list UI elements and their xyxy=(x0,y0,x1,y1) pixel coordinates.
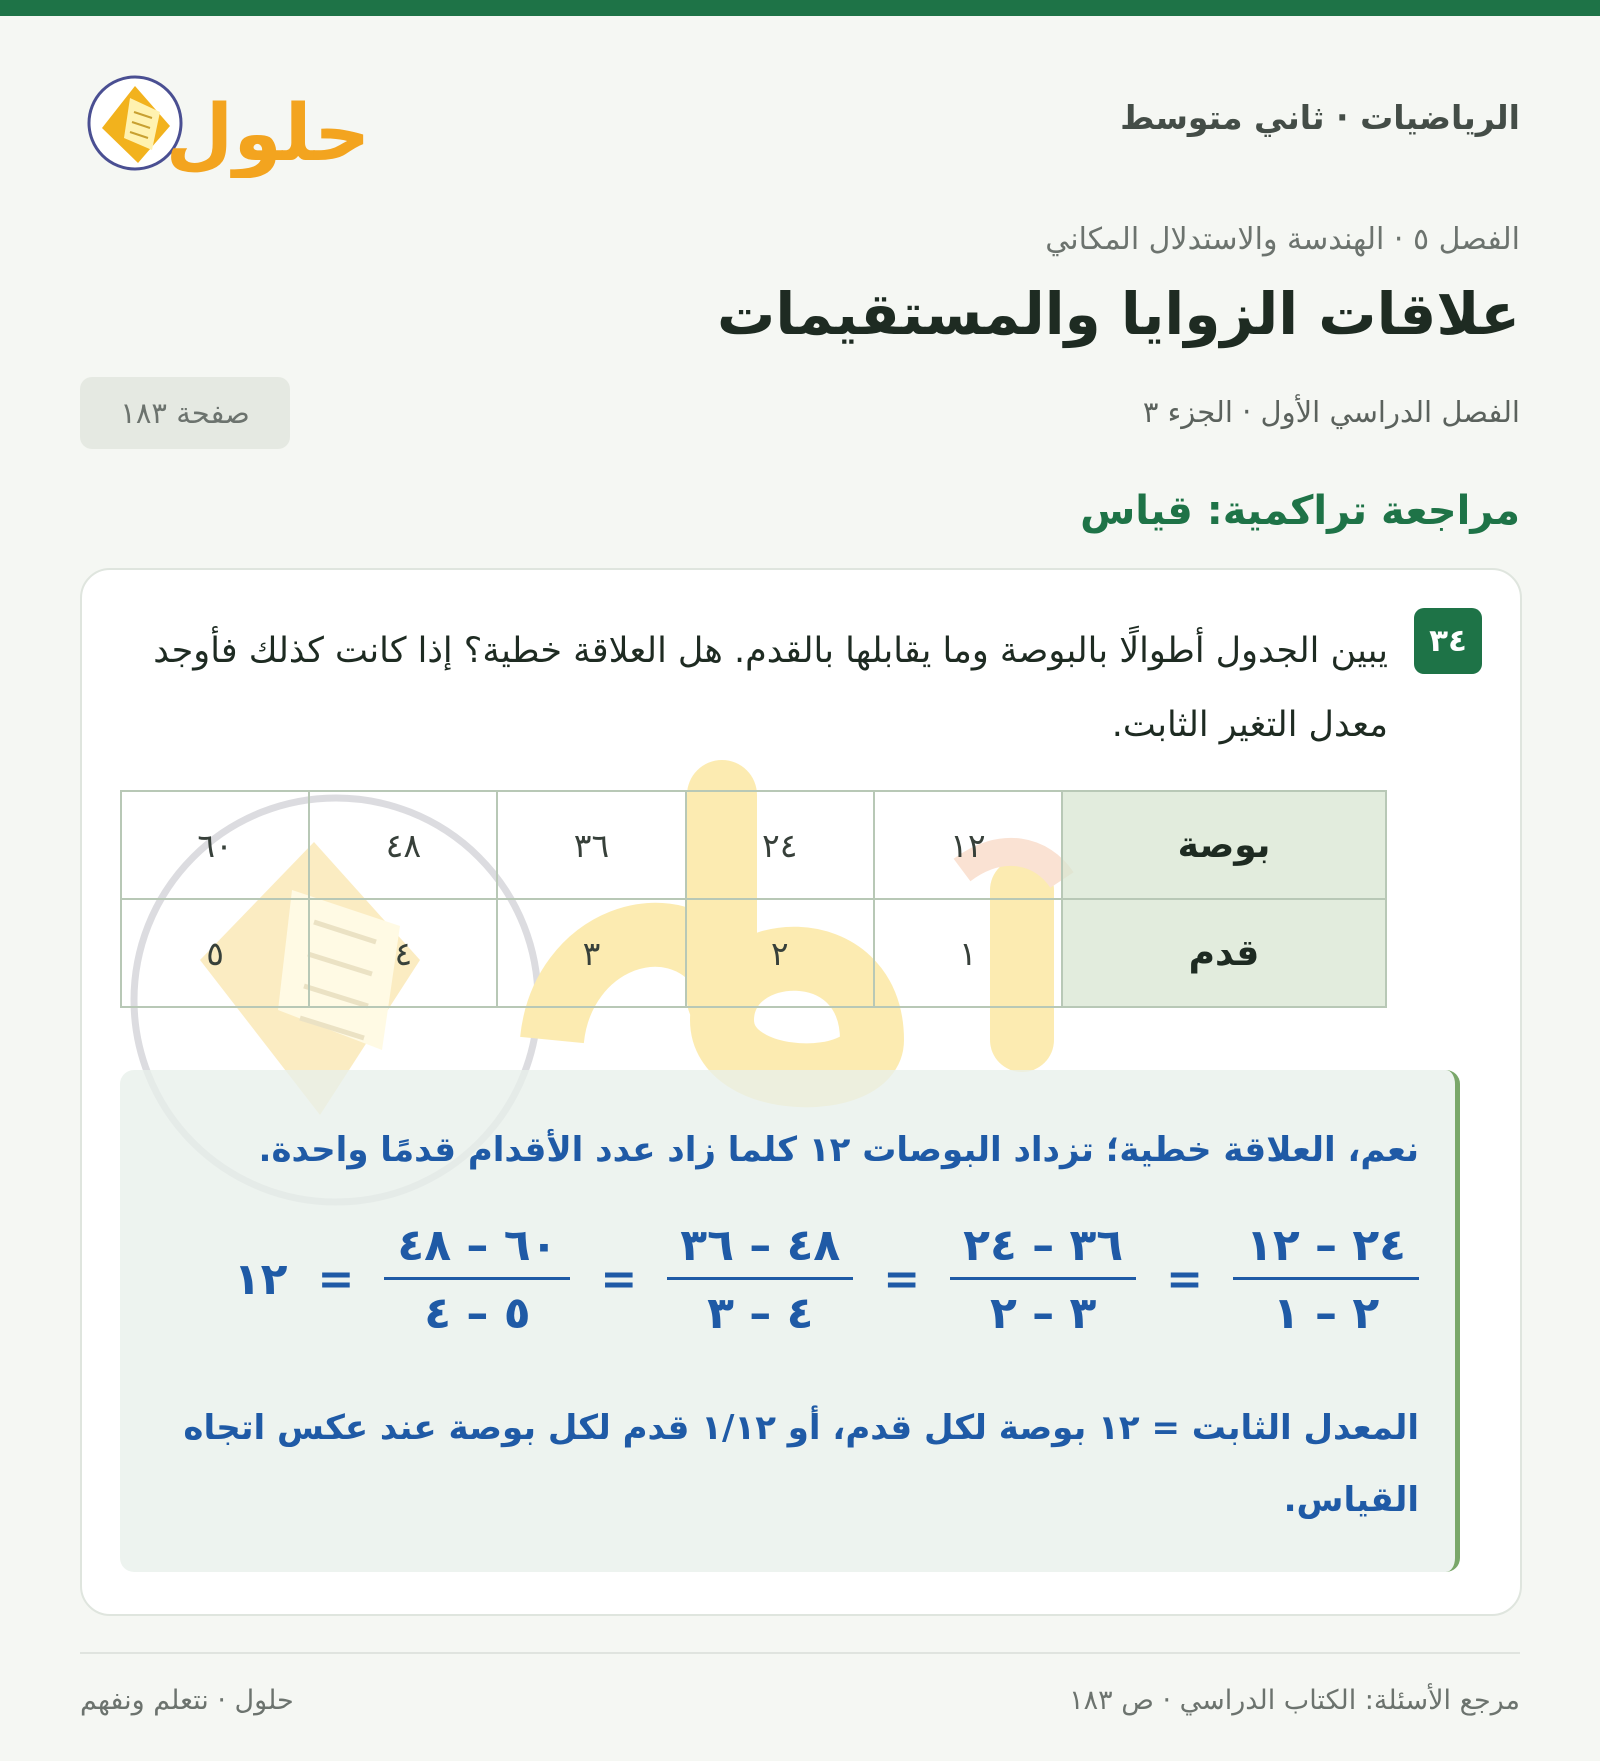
fraction-numerator: ٢٤ – ١٢ xyxy=(1245,1220,1407,1271)
logo-wordmark: حلول xyxy=(165,89,370,178)
fraction-denominator: ٢ – ١ xyxy=(1272,1288,1380,1339)
table-cell: ١ xyxy=(874,899,1062,1007)
table-cell: ٢ xyxy=(686,899,874,1007)
section-title: مراجعة تراكمية: قياس xyxy=(1080,488,1520,534)
footer-divider xyxy=(80,1652,1520,1654)
question-number-badge: ٣٤ xyxy=(1414,608,1482,674)
fraction-numerator: ٦٠ – ٤٨ xyxy=(397,1220,558,1271)
row-header-feet: قدم xyxy=(1062,899,1386,1007)
table-cell: ٣ xyxy=(497,899,685,1007)
equation-result: ١٢ xyxy=(233,1254,288,1305)
table-row xyxy=(121,899,1386,1007)
rate-equation xyxy=(234,1220,1419,1339)
table-cell: ١٢ xyxy=(874,791,1062,899)
row-header-inches: بوصة xyxy=(1062,791,1386,899)
answer-box xyxy=(120,1070,1460,1572)
table-cell: ٢٤ xyxy=(686,791,874,899)
subject-grade: الرياضيات · ثاني متوسط xyxy=(1120,98,1520,137)
fraction-denominator: ٥ – ٤ xyxy=(424,1288,531,1339)
page-header xyxy=(80,68,1520,178)
hulul-logo[interactable] xyxy=(80,68,370,178)
equals-sign: = xyxy=(1166,1254,1203,1305)
chapter-label: الفصل ٥ · الهندسة والاستدلال المكاني xyxy=(1045,222,1520,257)
table-row xyxy=(121,791,1386,899)
question-text: يبين الجدول أطوالًا بالبوصة وما يقابلها بالقدم. هل العلاقة خطية؟ إذا كانت كذلك فأوجد معدل التغير الثابت. xyxy=(153,631,1388,745)
question-card xyxy=(80,568,1522,1616)
table-cell: ٣٦ xyxy=(497,791,685,899)
table-cell: ٤ xyxy=(309,899,497,1007)
fraction xyxy=(384,1220,570,1339)
term-label: الفصل الدراسي الأول · الجزء ٣ xyxy=(1142,395,1520,429)
fraction-numerator: ٤٨ – ٣٦ xyxy=(680,1220,841,1271)
fraction xyxy=(667,1220,853,1339)
constant-rate-statement: المعدل الثابت = ١٢ بوصة لكل قدم، أو ١/١٢ قدم لكل بوصة عند عكس اتجاه القياس. xyxy=(183,1408,1419,1520)
top-accent-bar xyxy=(0,0,1600,16)
footer-brand: حلول · نتعلم ونفهم xyxy=(80,1685,294,1716)
fraction xyxy=(1233,1220,1419,1339)
footer-reference: مرجع الأسئلة: الكتاب الدراسي · ص ١٨٣ xyxy=(1069,1685,1520,1716)
equals-sign: = xyxy=(600,1254,638,1305)
equals-sign: = xyxy=(317,1254,355,1305)
page-number-badge: صفحة ١٨٣ xyxy=(80,377,290,449)
table-cell: ٦٠ xyxy=(121,791,309,899)
equals-sign: = xyxy=(883,1254,921,1305)
table-cell: ٥ xyxy=(121,899,309,1007)
answer-statement: نعم، العلاقة خطية؛ تزداد البوصات ١٢ كلما زاد عدد الأقدام قدمًا واحدة. xyxy=(258,1130,1419,1170)
fraction-denominator: ٣ – ٢ xyxy=(989,1288,1097,1339)
fraction xyxy=(950,1220,1136,1339)
lesson-title: علاقات الزوايا والمستقيمات xyxy=(717,280,1520,348)
fraction-numerator: ٣٦ – ٢٤ xyxy=(963,1220,1124,1271)
measurement-table xyxy=(120,790,1387,1008)
table-cell: ٤٨ xyxy=(309,791,497,899)
fraction-denominator: ٤ – ٣ xyxy=(707,1288,814,1339)
